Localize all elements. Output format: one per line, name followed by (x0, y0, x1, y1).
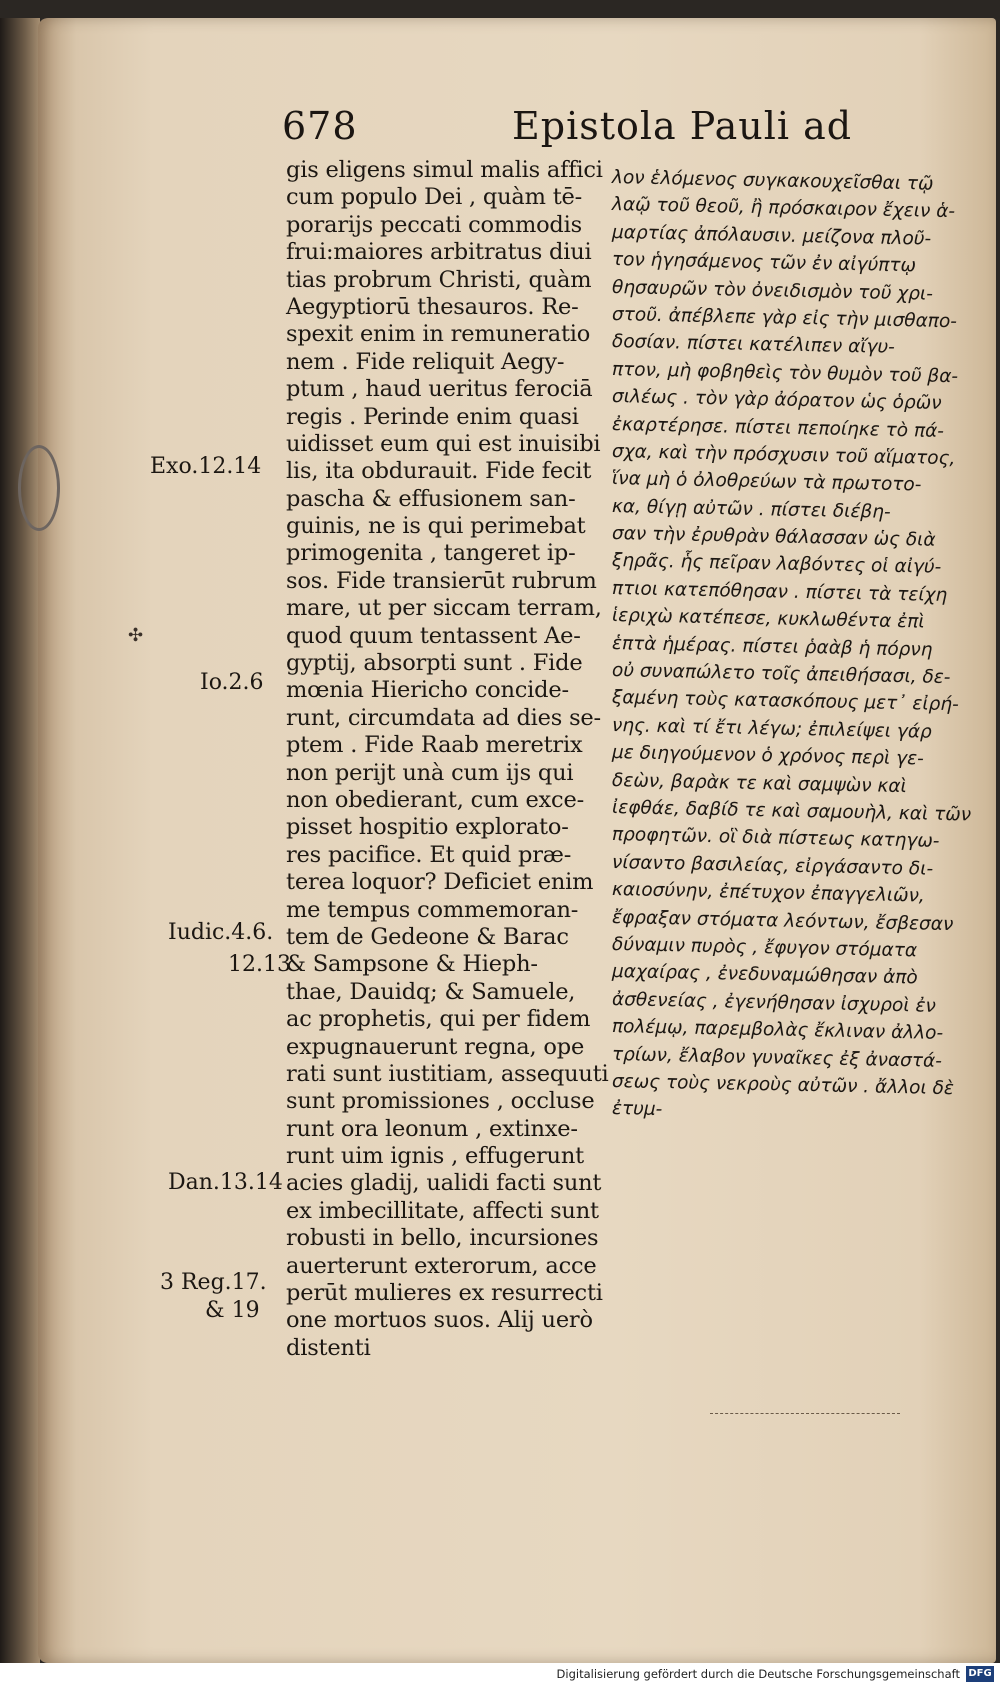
latin-line: runt, circumdata ad dies se- (286, 704, 601, 731)
latin-line: pascha & effusionem san- (286, 485, 576, 512)
latin-line: quod quum tentassent Ae- (286, 622, 581, 649)
latin-line: ac prophetis, qui per fidem (286, 1006, 591, 1033)
binding-ring (18, 445, 60, 531)
greek-line: ἔφραξαν στόματα λεόντων, ἔσβεσαν (611, 906, 954, 935)
latin-line: porarijs peccati commodis (286, 211, 582, 238)
greek-line: με διηγούμενον ὁ χρόνος περὶ γε- (611, 742, 924, 770)
greek-line: νης. καὶ τί ἔτι λέγω; ἐπιλείψει γάρ (611, 714, 932, 743)
latin-line: tias probrum Christi, quàm (286, 266, 592, 293)
digitization-credit: Digitalisierung gefördert durch die Deutsche Forschungsgemeinschaft (556, 1667, 960, 1681)
margin-note-iosue: Io.2.6 (200, 670, 264, 695)
greek-line: λον ἑλόμενος συγκακουχεῖσθαι τῷ (611, 167, 934, 195)
latin-line: res pacifice. Et quid præ- (286, 841, 572, 868)
dfg-logo: DFG (966, 1666, 994, 1682)
latin-line: sunt promissiones , occluse (286, 1088, 595, 1115)
latin-line: nem . Fide reliquit Aegy- (286, 348, 565, 375)
greek-line: μαρτίας ἀπόλαυσιν. μείζονα πλοῦ- (611, 221, 932, 250)
margin-note-iudicum-2: 12.13 (228, 952, 291, 977)
latin-line: uidisset eum qui est inuisibi (286, 430, 601, 457)
latin-line: & Sampsone & Hieph- (286, 951, 538, 978)
greek-line: πολέμῳ, παρεμβολὰς ἔκλιναν ἀλλο- (611, 1016, 944, 1045)
latin-line: regis . Perinde enim quasi (286, 403, 579, 430)
greek-line: προφητῶν. οἳ διὰ πίστεως κατηγω- (611, 824, 940, 853)
latin-line: runt ora leonum , extinxe- (286, 1115, 578, 1142)
latin-line: acies gladij, ualidi facti sunt (286, 1170, 602, 1197)
latin-line: runt uim ignis , effugerunt (286, 1143, 584, 1170)
latin-line: perūt mulieres ex resurrecti (286, 1280, 603, 1307)
latin-line: distenti (286, 1334, 371, 1361)
latin-line: one mortuos suos. Alij uerò (286, 1307, 593, 1334)
latin-line: ptem . Fide Raab meretrix (286, 732, 583, 759)
latin-line: tem de Gedeone & Barac (286, 923, 569, 950)
greek-line: καιοσύνην, ἐπέτυχον ἐπαγγελιῶν, (611, 879, 926, 907)
latin-line: Aegyptiorū thesauros. Re- (286, 293, 579, 320)
greek-line: κα, θίγῃ αὐτῶν . πίστει διέβη- (611, 495, 891, 523)
greek-line: σχα, καὶ τὴν πρόσχυσιν τοῦ αἵματος, (611, 440, 956, 470)
latin-line: lis, ita obdurauit. Fide fecit (286, 458, 592, 485)
running-title: Epistola Pauli ad (512, 104, 853, 148)
margin-note-regum: 3 Reg.17. (160, 1270, 267, 1295)
greek-line: ἵνα μὴ ὁ ὀλοθρεύων τὰ πρωτοτο- (611, 468, 922, 496)
greek-line: λαῷ τοῦ θεοῦ, ἢ πρόσκαιρον ἔχειν ἁ- (611, 194, 956, 223)
latin-column (286, 157, 609, 1362)
latin-line: me tempus commemoran- (286, 896, 579, 923)
latin-line: gyptij, absorpti sunt . Fide (286, 650, 583, 677)
greek-line: σιλέως . τὸν γὰρ ἀόρατον ὡς ὁρῶν (611, 386, 942, 415)
divider (710, 1413, 900, 1414)
latin-line: ex imbecillitate, affecti sunt (286, 1197, 599, 1224)
latin-line: non obedierant, cum exce- (286, 786, 584, 813)
latin-line: cum populo Dei , quàm tē- (286, 184, 583, 211)
greek-line: μαχαίρας , ἐνεδυναμώθησαν ἀπὸ (611, 961, 918, 989)
greek-line: ἐκαρτέρησε. πίστει πεποίηκε τὸ πά- (611, 413, 945, 442)
greek-line: πτιοι κατεπόθησαν . πίστει τὰ τείχη (611, 577, 948, 606)
greek-line: τρίων, ἔλαβον γυναῖκες ἐξ ἀναστά- (611, 1043, 943, 1072)
margin-note-exodus: Exo.12.14 (150, 454, 262, 479)
greek-line: ξηρᾶς. ἧς πεῖραν λαβόντες οἱ αἰγύ- (611, 550, 942, 579)
latin-line: robusti in bello, incursiones (286, 1225, 599, 1252)
greek-line: δύναμιν πυρὸς , ἔφυγον στόματα (611, 933, 918, 962)
latin-line: frui:maiores arbitratus diui (286, 239, 592, 266)
latin-line: terea loquor? Deficiet enim (286, 869, 594, 896)
latin-line: sos. Fide transierūt rubrum (286, 567, 597, 594)
greek-line: οὐ συναπώλετο τοῖς ἀπειθήσασι, δε- (611, 660, 951, 689)
greek-line: δοσίαν. πίστει κατέλιπεν αἴγυ- (611, 331, 896, 359)
greek-line: στοῦ. ἀπέβλεπε γὰρ εἰς τὴν μισθαπο- (611, 303, 958, 333)
latin-line: auerterunt exterorum, acce (286, 1252, 597, 1279)
latin-line: thae, Dauidq; & Samuele, (286, 978, 576, 1005)
greek-line: θησαυρῶν τὸν ὀνειδισμὸν τοῦ χρι- (611, 276, 934, 305)
greek-line: πτον, μὴ φοβηθεὶς τὸν θυμὸν τοῦ βα- (611, 358, 959, 387)
latin-line: mœnia Hiericho concide- (286, 677, 569, 704)
latin-line: non perijt unà cum ijs qui (286, 759, 574, 786)
margin-note-daniel: Dan.13.14 (168, 1170, 283, 1195)
greek-line: ἐτυμ- (611, 1098, 663, 1121)
greek-line: νίσαντο βασιλείας, εἰργάσαντο δι- (611, 851, 934, 880)
margin-note-regum-2: & 19 (205, 1298, 260, 1323)
printers-mark-icon: ✣ (128, 625, 144, 646)
latin-line: spexit enim in remuneratio (286, 321, 591, 348)
latin-line: pisset hospitio explorato- (286, 814, 569, 841)
latin-line: primogenita , tangeret ip- (286, 540, 576, 567)
latin-line: ptum , haud ueritus ferociā (286, 376, 593, 403)
greek-line: σαν τὴν ἐρυθρὰν θάλασσαν ὡς διὰ (611, 523, 936, 551)
greek-line: ἑπτὰ ἡμέρας. πίστει ῥαὰβ ἡ πόρνη (611, 632, 933, 661)
page-number: 678 (282, 104, 358, 148)
greek-line: ξαμένη τοὺς κατασκόπους μετ᾽ εἰρή- (611, 687, 959, 716)
book-gutter (0, 18, 40, 1663)
greek-line: ἱεριχὼ κατέπεσε, κυκλωθέντα ἐπὶ (611, 605, 925, 633)
greek-line: τον ἡγησάμενος τῶν ἐν αἰγύπτῳ (611, 249, 917, 277)
latin-line: guinis, ne is qui perimebat (286, 513, 586, 540)
greek-line: σεως τοὺς νεκροὺς αὐτῶν . ἄλλοι δὲ (611, 1070, 955, 1100)
greek-line: ἰεφθάε, δαβίδ τε καὶ σαμουὴλ, καὶ τῶν (611, 796, 972, 826)
greek-column (612, 164, 971, 1123)
margin-note-iudicum: Iudic.4.6. (168, 920, 274, 945)
latin-line: rati sunt iustitiam, assequuti (286, 1060, 609, 1087)
latin-line: mare, ut per siccam terram, (286, 595, 602, 622)
latin-line: gis eligens simul malis affici (286, 157, 603, 183)
latin-line: expugnauerunt regna, ope (286, 1033, 585, 1060)
greek-line: ἀσθενείας , ἐγενήθησαν ἰσχυροὶ ἐν (611, 988, 937, 1017)
greek-line: δεὼν, βαρὰκ τε καὶ σαμψὼν καὶ (611, 769, 908, 797)
